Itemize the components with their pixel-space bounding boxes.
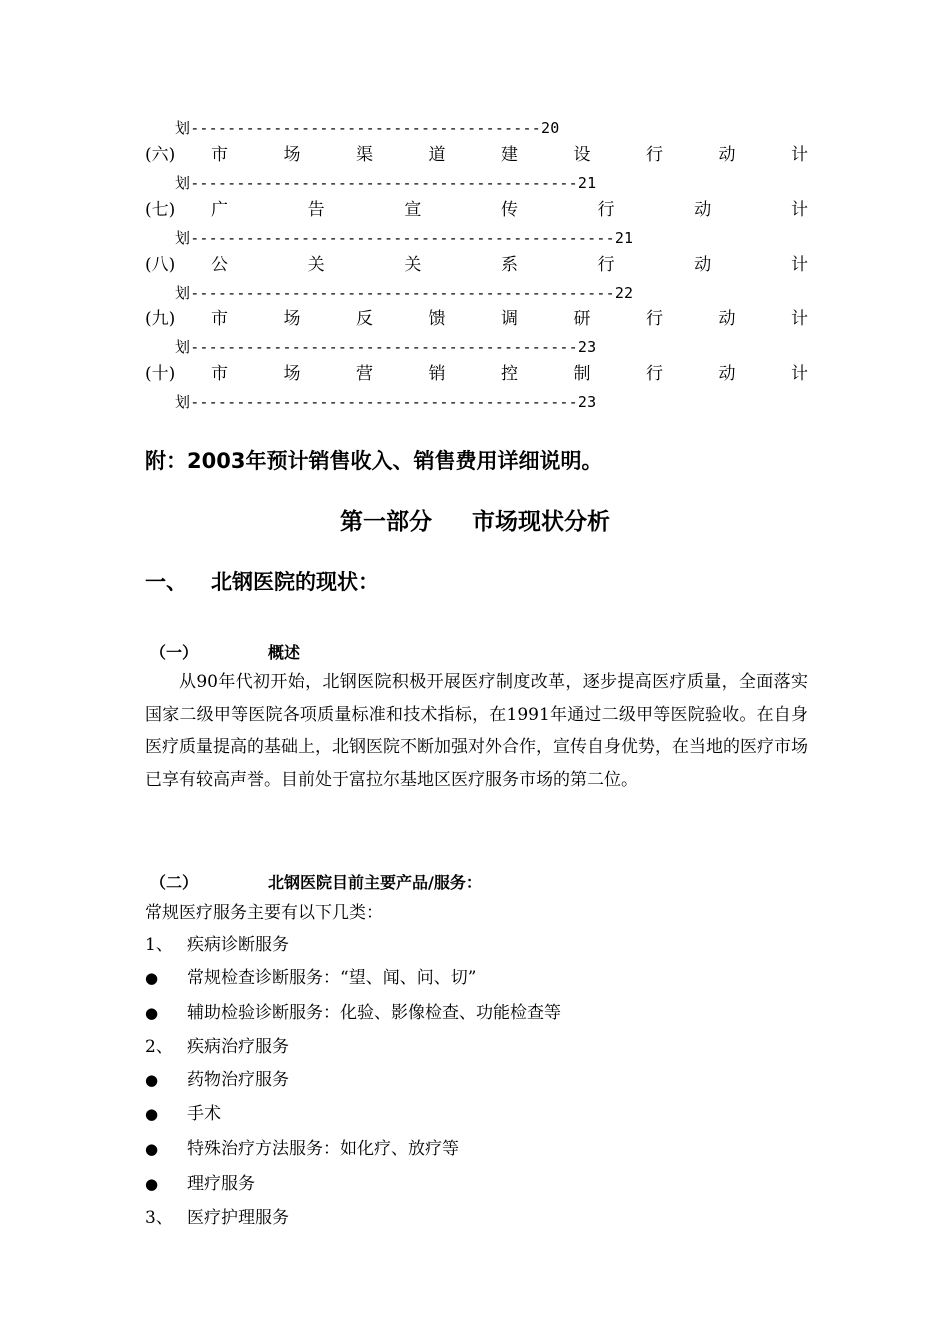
bullet-icon: ● <box>145 969 159 987</box>
toc-char: 行 <box>646 145 663 165</box>
section-number: 一、 <box>145 570 187 594</box>
toc-char: 计 <box>791 309 808 329</box>
toc-char: 宣 <box>404 200 422 220</box>
bullet-item <box>145 1103 221 1125</box>
toc-continuation: 划------------------------------------------21 <box>175 174 597 192</box>
toc-char: 广 <box>211 200 228 220</box>
toc-row <box>145 363 808 385</box>
numbered-item <box>145 1207 289 1229</box>
toc-char: 设 <box>573 145 591 165</box>
appendix-heading: 附：2003年预计销售收入、销售费用详细说明。 <box>145 449 603 473</box>
toc-char: 动 <box>718 145 736 165</box>
bullet-icon: ● <box>145 1105 159 1123</box>
toc-char: 制 <box>573 364 591 384</box>
subsection-heading <box>150 640 300 663</box>
toc-continuation: 划------------------------------------------23 <box>175 338 597 356</box>
toc-char: 行 <box>646 364 663 384</box>
toc-char: 告 <box>307 200 325 220</box>
bullet-item <box>145 1173 255 1195</box>
item-text: 疾病治疗服务 <box>187 1037 289 1057</box>
toc-row <box>145 254 808 276</box>
part-label: 第一部分 <box>340 509 432 535</box>
toc-number: (七) <box>145 200 176 220</box>
toc-char: 控 <box>501 364 518 384</box>
toc-continuation: 划----------------------------------------------21 <box>175 229 634 247</box>
toc-char: 行 <box>597 200 615 220</box>
toc-char: 动 <box>718 309 736 329</box>
section-heading <box>145 566 379 596</box>
toc-char: 行 <box>597 255 615 275</box>
toc-char: 计 <box>790 200 808 220</box>
toc-char: 反 <box>356 309 373 329</box>
toc-row <box>145 308 808 330</box>
item-number: 3、 <box>145 1208 173 1228</box>
part-title: 市场现状分析 <box>472 509 610 535</box>
toc-char: 关 <box>404 255 422 275</box>
toc-row <box>145 144 808 166</box>
toc-char: 动 <box>718 364 736 384</box>
toc-continuation: 划------------------------------------------23 <box>175 393 597 411</box>
bullet-item <box>145 967 476 989</box>
bullet-icon: ● <box>145 1175 159 1193</box>
subsection-title: 北钢医院目前主要产品/服务： <box>268 873 482 892</box>
toc-number: (八) <box>145 255 176 275</box>
toc-row <box>145 199 808 221</box>
toc-char: 动 <box>694 200 712 220</box>
toc-char: 道 <box>428 145 446 165</box>
item-text: 特殊治疗方法服务：如化疗、放疗等 <box>187 1139 459 1159</box>
toc-char: 销 <box>428 364 446 384</box>
bullet-icon: ● <box>145 1140 159 1158</box>
bullet-item <box>145 1069 289 1091</box>
toc-number: (十) <box>145 364 176 384</box>
toc-char: 公 <box>211 255 228 275</box>
item-text: 医疗护理服务 <box>187 1208 289 1228</box>
toc-number: (六) <box>145 145 176 165</box>
toc-char: 场 <box>283 309 301 329</box>
subsection-heading <box>150 870 482 893</box>
toc-number: (九) <box>145 309 176 329</box>
item-number: 1、 <box>145 935 173 955</box>
toc-char: 市 <box>211 145 228 165</box>
part-heading <box>0 503 950 536</box>
item-text: 辅助检验诊断服务：化验、影像检查、功能检查等 <box>187 1003 561 1023</box>
bullet-icon: ● <box>145 1004 159 1022</box>
toc-char: 研 <box>573 309 591 329</box>
subsection-number: （二） <box>150 873 199 892</box>
section-title: 北钢医院的现状： <box>211 570 379 594</box>
toc-char: 场 <box>283 364 301 384</box>
toc-char: 计 <box>791 364 808 384</box>
toc-char: 系 <box>500 255 518 275</box>
subsection-title: 概述 <box>268 643 301 662</box>
bullet-item <box>145 1002 561 1024</box>
toc-continuation: 划--------------------------------------20 <box>175 119 560 137</box>
item-number: 2、 <box>145 1037 173 1057</box>
subsection-number: （一） <box>150 643 199 662</box>
toc-char: 计 <box>790 255 808 275</box>
item-text: 常规检查诊断服务：“望、闻、问、切” <box>187 968 477 988</box>
numbered-item <box>145 934 289 956</box>
item-text: 疾病诊断服务 <box>187 935 289 955</box>
numbered-item <box>145 1036 289 1058</box>
toc-char: 传 <box>500 200 518 220</box>
toc-char: 营 <box>356 364 373 384</box>
toc-char: 市 <box>211 364 228 384</box>
overview-paragraph: 从90年代初开始，北钢医院积极开展医疗制度改革，逐步提高医疗质量，全面落实国家二级甲等医院各项质量标准和技术指标，在1991年通过二级甲等医院验收。在自身医疗质量提高的基础上，北钢医院不断加强对外合作，宣传自身优势，在当地的医疗市场已享有较高声誉。目前处于富拉尔基地区医疗服务市场的第二位。 <box>145 672 808 790</box>
item-text: 药物治疗服务 <box>187 1070 289 1090</box>
toc-char: 动 <box>694 255 712 275</box>
toc-char: 关 <box>307 255 325 275</box>
intro-line: 常规医疗服务主要有以下几类： <box>145 903 383 923</box>
toc-char: 计 <box>791 145 808 165</box>
toc-continuation: 划----------------------------------------------22 <box>175 284 634 302</box>
bullet-icon: ● <box>145 1071 159 1089</box>
toc-char: 调 <box>501 309 518 329</box>
item-text: 理疗服务 <box>187 1174 255 1194</box>
toc-char: 渠 <box>356 145 373 165</box>
item-text: 手术 <box>187 1104 221 1124</box>
toc-char: 场 <box>283 145 301 165</box>
bullet-item <box>145 1138 459 1160</box>
toc-char: 行 <box>646 309 663 329</box>
toc-char: 市 <box>211 309 228 329</box>
toc-char: 馈 <box>428 309 446 329</box>
toc-char: 建 <box>501 145 518 165</box>
